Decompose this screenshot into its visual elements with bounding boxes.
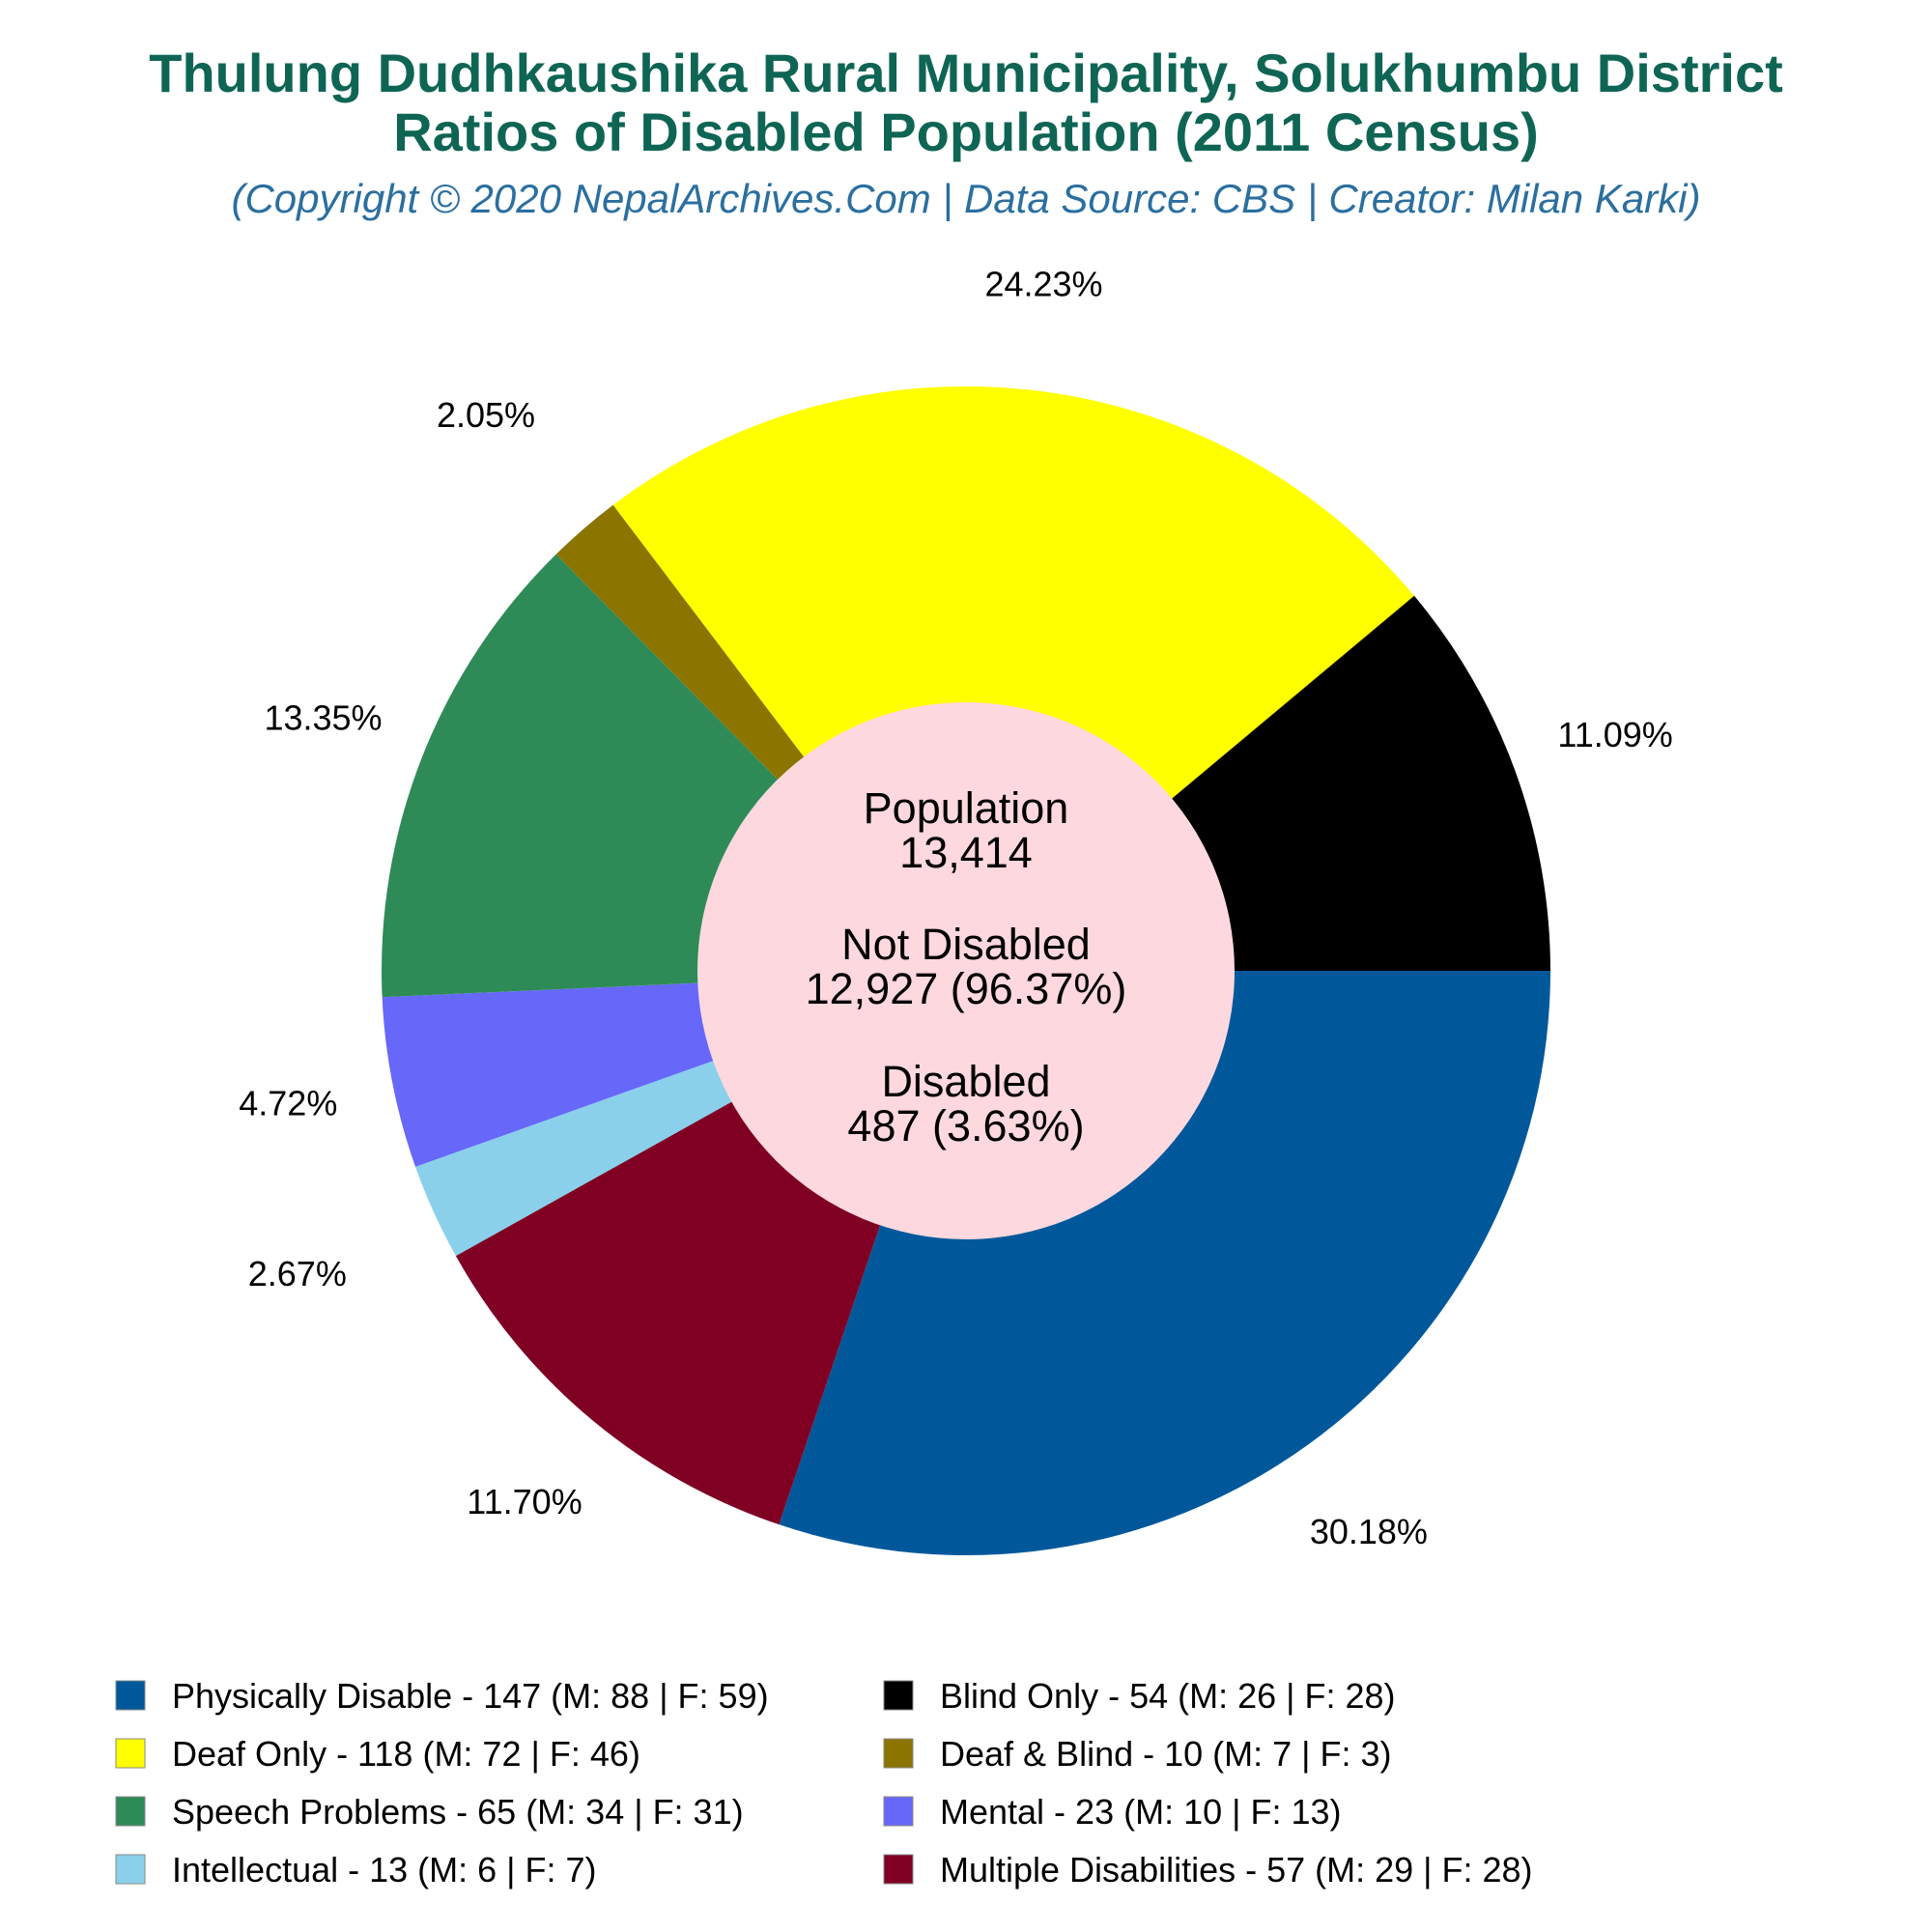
center-disabled-label: Disabled (881, 1057, 1051, 1106)
legend-label-physically-disable: Physically Disable - 147 (M: 88 | F: 59) (172, 1676, 769, 1716)
center-population-label: Population (863, 783, 1069, 833)
percent-label-deaf-and-blind: 2.05% (436, 395, 536, 435)
legend-swatch-mental (884, 1797, 913, 1826)
percent-label-blind-only: 11.09% (1557, 714, 1673, 754)
chart-title-line-2: Ratios of Disabled Population (2011 Census) (393, 101, 1539, 162)
legend-swatch-speech-problems (116, 1797, 145, 1826)
percent-label-mental: 4.72% (239, 1083, 338, 1123)
legend-item-multiple-disabilities (884, 1850, 1533, 1889)
chart-subtitle: (Copyright © 2020 NepalArchives.Com | Data Source: CBS | Creator: Milan Karki) (231, 176, 1701, 221)
percent-label-physically-disable: 30.18% (1309, 1511, 1428, 1551)
legend-swatch-physically-disable (116, 1681, 145, 1710)
legend-item-deaf-only (116, 1734, 640, 1774)
legend-label-speech-problems: Speech Problems - 65 (M: 34 | F: 31) (172, 1792, 744, 1832)
legend (116, 1676, 1533, 1889)
percent-label-speech-problems: 13.35% (264, 697, 383, 738)
legend-item-intellectual (116, 1850, 597, 1889)
percent-label-deaf-only: 24.23% (984, 264, 1103, 304)
legend-item-mental (884, 1792, 1342, 1832)
legend-swatch-intellectual (116, 1855, 145, 1884)
legend-swatch-multiple-disabilities (884, 1855, 913, 1884)
center-not-disabled-label: Not Disabled (841, 920, 1091, 969)
legend-label-multiple-disabilities: Multiple Disabilities - 57 (M: 29 | F: 28) (940, 1850, 1533, 1889)
legend-item-speech-problems (116, 1792, 744, 1832)
legend-swatch-deaf-and-blind (884, 1739, 913, 1768)
legend-label-deaf-only: Deaf Only - 118 (M: 72 | F: 46) (172, 1734, 640, 1774)
legend-item-blind-only (884, 1676, 1396, 1716)
legend-label-mental: Mental - 23 (M: 10 | F: 13) (940, 1792, 1342, 1832)
center-not-disabled-value: 12,927 (96.37%) (805, 964, 1127, 1013)
chart-title-line-1: Thulung Dudhkaushika Rural Municipality, Solukhumbu District (149, 43, 1783, 103)
percent-label-multiple-disabilities: 11.70% (467, 1481, 582, 1521)
legend-swatch-blind-only (884, 1681, 913, 1710)
legend-swatch-deaf-only (116, 1739, 145, 1768)
legend-item-physically-disable (116, 1676, 769, 1716)
percent-label-intellectual: 2.67% (247, 1253, 347, 1293)
center-population-value: 13,414 (899, 828, 1033, 877)
legend-item-deaf-and-blind (884, 1734, 1392, 1774)
legend-label-deaf-and-blind: Deaf & Blind - 10 (M: 7 | F: 3) (940, 1734, 1392, 1774)
legend-label-blind-only: Blind Only - 54 (M: 26 | F: 28) (940, 1676, 1396, 1716)
legend-label-intellectual: Intellectual - 13 (M: 6 | F: 7) (172, 1850, 597, 1889)
center-disabled-value: 487 (3.63%) (847, 1101, 1085, 1151)
